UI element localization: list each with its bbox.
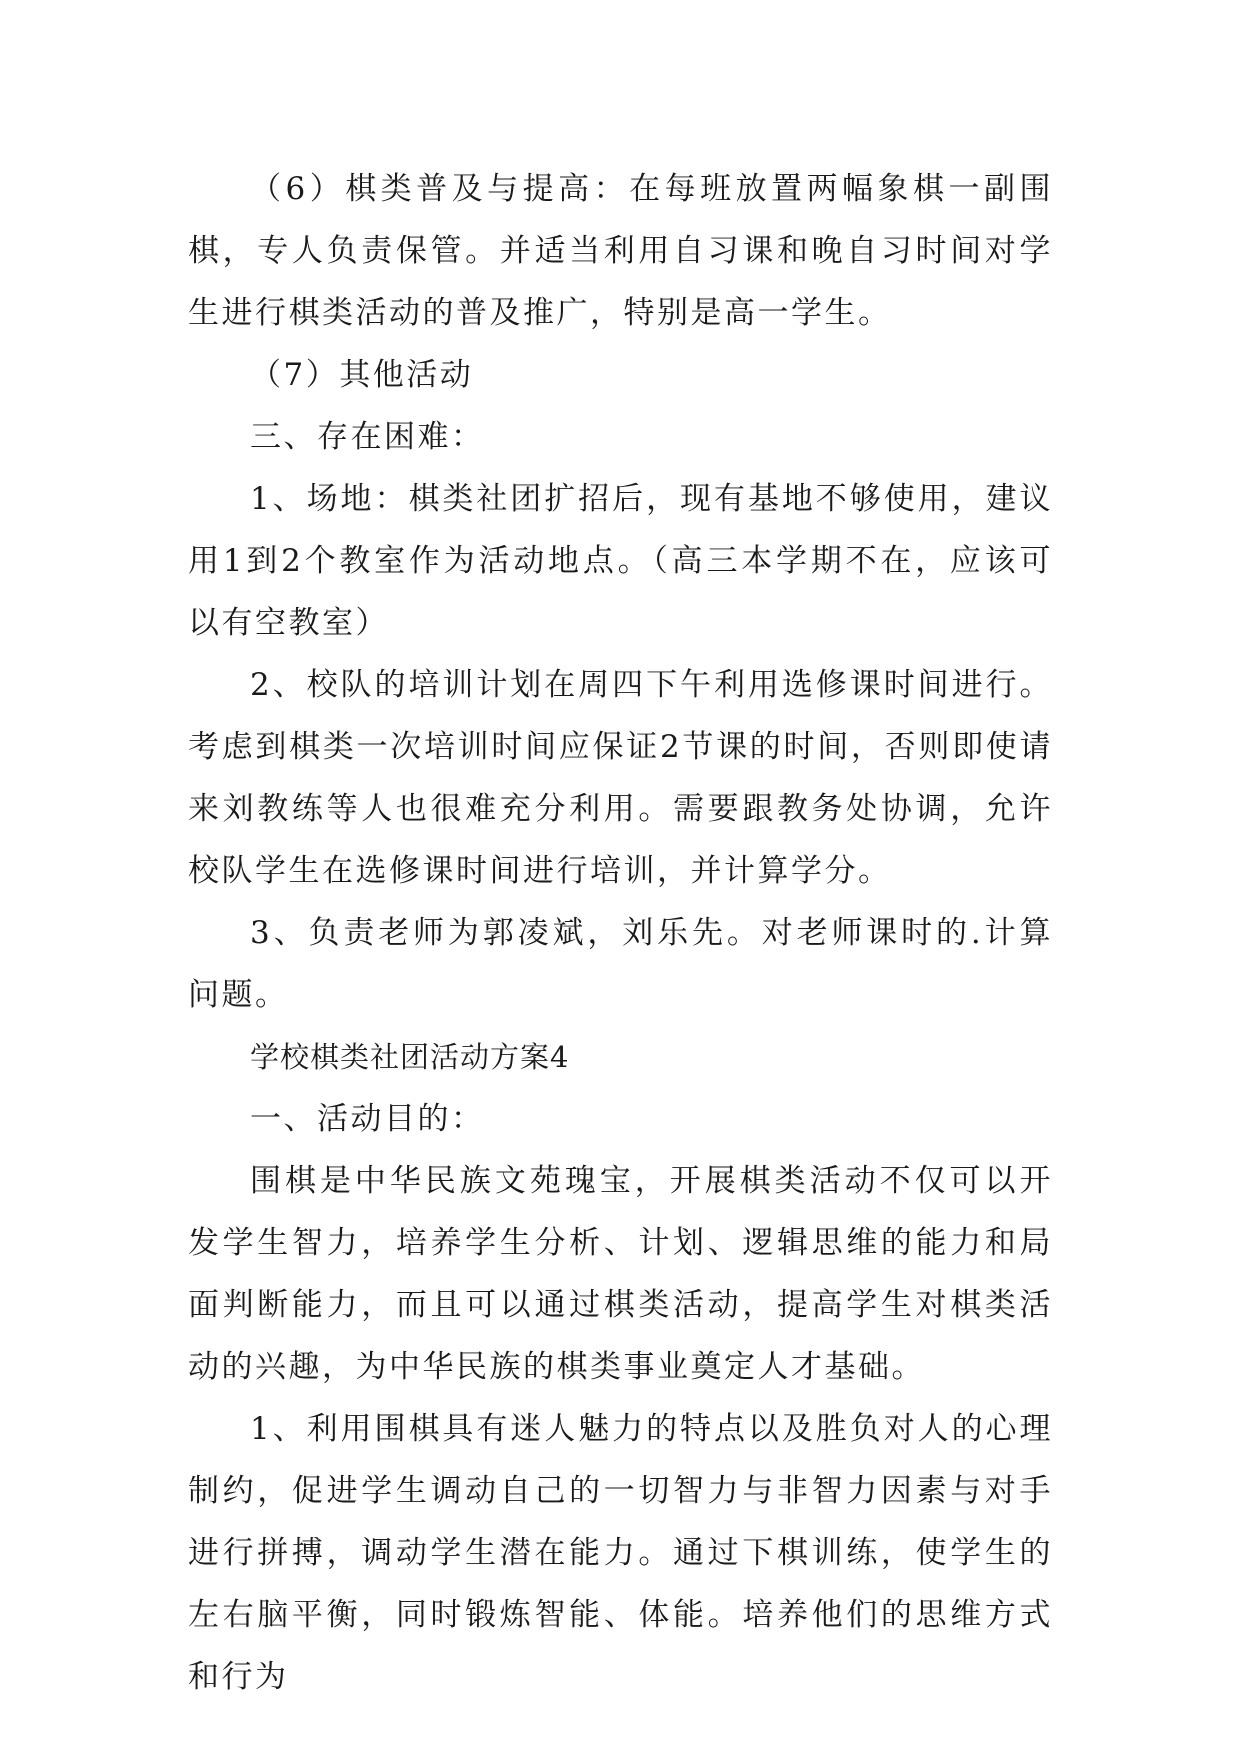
paragraph-chess-popularization: （6）棋类普及与提高：在每班放置两幅象棋一副围棋，专人负责保管。并适当利用自习课和晚自习时间对学生进行棋类活动的普及推广，特别是高一学生。: [188, 171, 1053, 331]
section-title-plan-4: 学校棋类社团活动方案4: [250, 1040, 570, 1074]
paragraph-other-activities: （7）其他活动: [250, 357, 474, 393]
paragraph-go-intro: 围棋是中华民族文苑瑰宝，开展棋类活动不仅可以开发学生智力，培养学生分析、计划、逻辑思维的能力和局面判断能力，而且可以通过棋类活动，提高学生对棋类活动的兴趣，为中华民族的棋类事业奠定人才基础。: [188, 1163, 1053, 1385]
paragraph-training-plan: 2、校队的培训计划在周四下午利用选修课时间进行。考虑到棋类一次培训时间应保证2节课的时间，否则即使请来刘教练等人也很难充分利用。需要跟教务处协调，允许校队学生在选修课时间进行培训，并计算学分。: [188, 667, 1053, 889]
heading-difficulties: 三、存在困难：: [250, 419, 485, 455]
document-page: [188, 158, 1053, 1708]
paragraph-purpose-1: 1、利用围棋具有迷人魅力的特点以及胜负对人的心理制约，促进学生调动自己的一切智力与非智力因素与对手进行拼搏，调动学生潜在能力。通过下棋训练，使学生的左右脑平衡，同时锻炼智能、体能。培养他们的思维方式和行为: [188, 1411, 1053, 1695]
paragraph-teachers: 3、负责老师为郭凌斌，刘乐先。对老师课时的.计算问题。: [188, 915, 1053, 1013]
paragraph-venue: 1、场地：棋类社团扩招后，现有基地不够使用，建议用1到2个教室作为活动地点。（高三本学期不在，应该可以有空教室）: [188, 481, 1053, 641]
heading-activity-purpose: 一、活动目的：: [250, 1101, 485, 1137]
